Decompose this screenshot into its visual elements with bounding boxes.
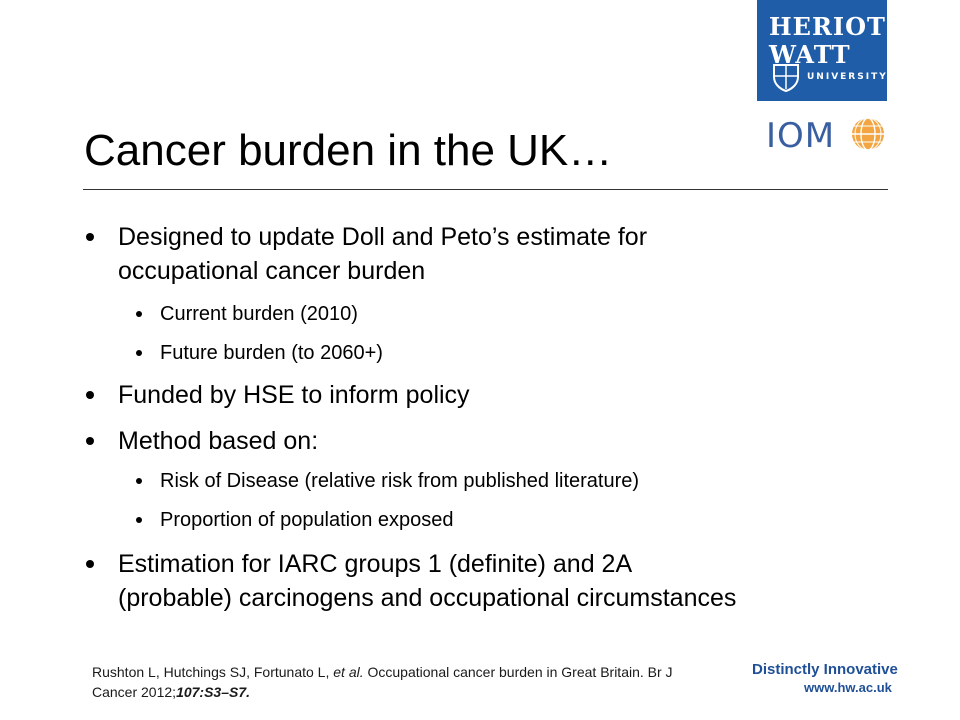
footer-url[interactable]: www.hw.ac.uk xyxy=(804,680,892,695)
bullet-item xyxy=(118,378,470,412)
bullet-icon xyxy=(86,391,94,399)
globe-icon xyxy=(850,116,886,152)
logo-line-university: UNIVERSITY xyxy=(807,72,888,82)
logo-line-watt: WATT xyxy=(769,40,851,69)
iom-logo xyxy=(766,116,888,156)
heriot-watt-logo xyxy=(757,0,887,101)
sub-bullet-text: Future burden (to 2060+) xyxy=(160,342,383,364)
bullet-icon xyxy=(86,437,94,445)
bullet-icon xyxy=(136,350,142,356)
sub-bullet-text: Current burden (2010) xyxy=(160,303,358,325)
crest-icon xyxy=(771,62,801,92)
reference-title: Occupational cancer burden in Great Britain. Br J Cancer 2012; xyxy=(92,664,673,700)
slide-title: Cancer burden in the UK… xyxy=(84,126,613,175)
bullet-text-line: (probable) carcinogens and occupational circumstances xyxy=(118,584,737,612)
bullet-item xyxy=(118,424,318,458)
bullet-icon xyxy=(136,311,142,317)
bullet-text: Method based on: xyxy=(118,427,319,455)
bullet-text: Funded by HSE to inform policy xyxy=(118,381,470,409)
reference-etal: et al. xyxy=(333,664,364,680)
bullet-text-line: occupational cancer burden xyxy=(118,257,426,285)
sub-bullet-item xyxy=(160,507,454,533)
footer-tagline: Distinctly Innovative xyxy=(752,661,898,678)
sub-bullet-text: Risk of Disease (relative risk from published literature) xyxy=(160,470,640,492)
reference-authors: Rushton L, Hutchings SJ, Fortunato L, xyxy=(92,664,334,680)
bullet-icon xyxy=(136,517,142,523)
sub-bullet-item xyxy=(160,301,358,327)
title-divider xyxy=(83,189,888,190)
bullet-icon xyxy=(86,560,94,568)
reference-citation xyxy=(92,662,692,702)
iom-logo-text: IOM xyxy=(766,116,836,156)
bullet-item xyxy=(118,547,736,615)
sub-bullet-item xyxy=(160,468,639,494)
reference-volume: 107:S3–S7. xyxy=(176,684,251,700)
sub-bullet-text: Proportion of population exposed xyxy=(160,509,454,531)
bullet-icon xyxy=(136,478,142,484)
bullet-item xyxy=(118,220,647,288)
bullet-text-line: Estimation for IARC groups 1 (definite) and 2A xyxy=(118,550,633,578)
sub-bullet-item xyxy=(160,340,383,366)
logo-line-heriot: HERIOT xyxy=(769,12,886,41)
bullet-text-line: Designed to update Doll and Peto’s estimate for xyxy=(118,223,648,251)
bullet-icon xyxy=(86,233,94,241)
